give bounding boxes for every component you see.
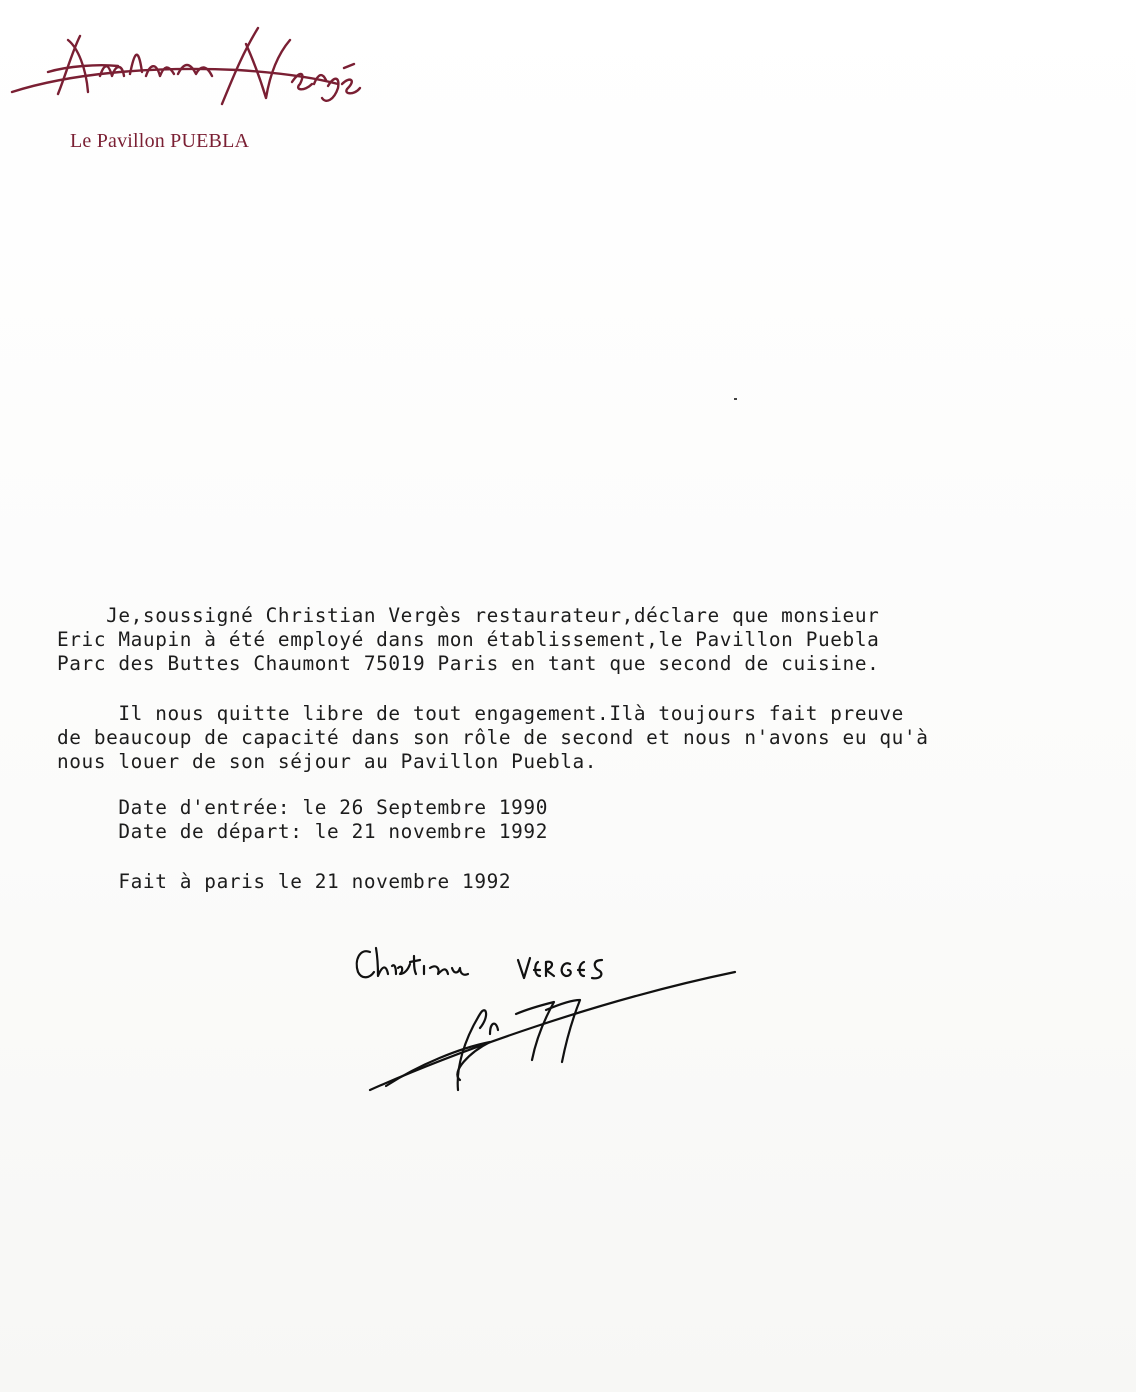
paragraph-line: nous louer de son séjour au Pavillon Puebla. [57, 750, 598, 773]
employment-dates [57, 796, 548, 844]
paragraph-line: Il nous quitte libre de tout engagement.Ilà toujours fait preuve [57, 702, 904, 725]
place-and-date: Fait à paris le 21 novembre 1992 [57, 870, 512, 893]
establishment-name: Le Pavillon PUEBLA [70, 130, 250, 152]
paragraph-line: Je,soussigné Christian Vergès restaurateur,déclare que monsieur [57, 604, 880, 627]
paragraph-declaration [57, 604, 879, 676]
paragraph-line: Eric Maupin à été employé dans mon établissement,le Pavillon Puebla [57, 628, 880, 651]
handwritten-signature [340, 930, 760, 1110]
paper-mark [734, 398, 737, 400]
paragraph-line: Parc des Buttes Chaumont 75019 Paris en tant que second de cuisine. [57, 652, 880, 675]
paragraph-line: de beaucoup de capacité dans son rôle de second et nous n'avons eu qu'à [57, 726, 929, 749]
date-departure: Date de départ: le 21 novembre 1992 [57, 820, 548, 843]
paragraph-recommendation [57, 702, 928, 774]
letterhead-signature-logo [8, 14, 368, 114]
date-entry: Date d'entrée: le 26 Septembre 1990 [57, 796, 548, 819]
